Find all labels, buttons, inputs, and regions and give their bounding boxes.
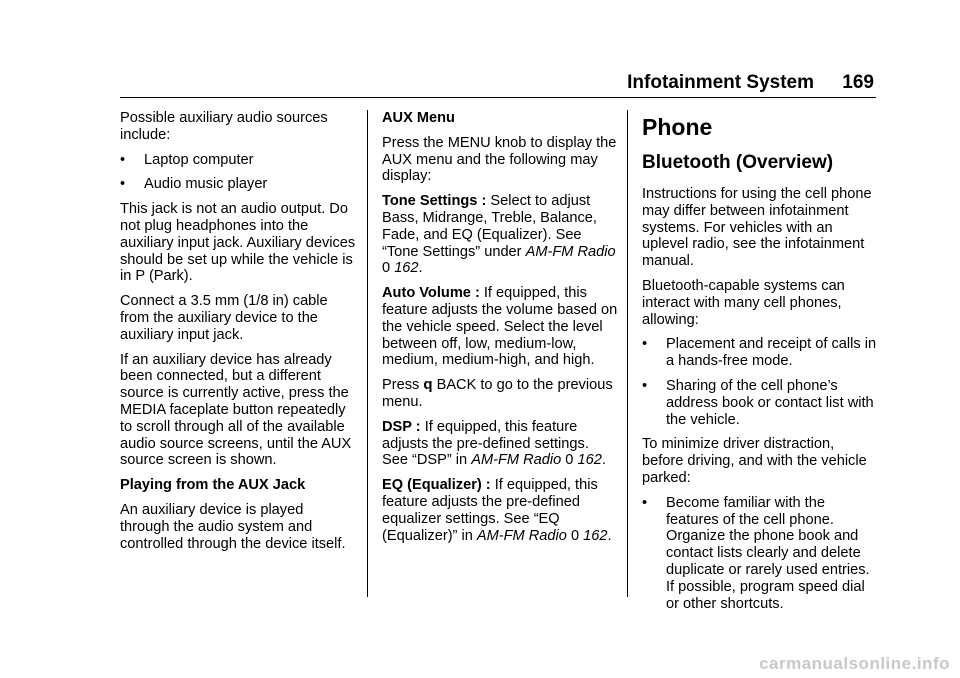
cross-reference-link[interactable]: AM-FM Radio: [525, 243, 616, 260]
section-heading: Phone: [642, 114, 713, 140]
page-header: [0, 0, 960, 100]
tone-settings-entry: Tone Settings : Select to adjust Bass, Midrange, Treble, Balance, Fade, and EQ (Equalizer). See “Tone Settings” under AM-FM Radio 0 162.: [382, 193, 616, 277]
section-title: Infotainment System: [627, 72, 814, 93]
list-item: [642, 336, 878, 370]
paragraph: Connect a 3.5 mm (1/8 in) cable from the auxiliary device to the auxiliary input jack.: [120, 293, 328, 343]
bullet-mark: •: [642, 494, 648, 511]
bullet-mark: •: [642, 377, 648, 394]
back-instruction: [382, 377, 618, 411]
paragraph: This jack is not an audio output. Do not plug headphones into the auxiliary input jack. Auxiliary devices should be set up while the vehicle is in P (Park).: [120, 201, 356, 285]
paragraph: Press the MENU knob to display the AUX menu and the following may display:: [382, 134, 617, 185]
term-label: DSP :: [382, 418, 421, 435]
paragraph: An auxiliary device is played through the audio system and controlled through the device itself.: [120, 501, 346, 552]
back-icon: q: [423, 376, 433, 394]
column-right: [642, 110, 878, 620]
list-item: [120, 176, 356, 193]
column-divider-2: [627, 110, 628, 597]
list-item-text: Laptop computer: [144, 151, 254, 168]
page-reference[interactable]: 162: [577, 452, 602, 469]
page-ref-arrow: 0: [570, 527, 580, 544]
page-ref-arrow: 0: [565, 452, 574, 469]
page-ref-arrow: 0: [382, 260, 391, 277]
bullet-mark: •: [120, 176, 126, 193]
term-label: Auto Volume :: [382, 285, 480, 302]
term-label: EQ (Equalizer) :: [382, 477, 491, 494]
list-item: [642, 378, 878, 428]
paragraph: Bluetooth-capable systems can interact with many cell phones, allowing:: [642, 277, 845, 328]
term-text: If equipped, this feature adjusts the pre-defined settings. See “DSP” in: [382, 418, 589, 469]
sub-heading: Playing from the AUX Jack: [120, 477, 306, 494]
instruction-text: Press: [382, 377, 424, 394]
column-middle: [382, 110, 618, 552]
list-item-text: Audio music player: [144, 176, 268, 193]
page-reference[interactable]: 162: [394, 260, 419, 277]
paragraph: Possible auxiliary audio sources include:: [120, 110, 328, 143]
term-text: Select to adjust Bass, Midrange, Treble, Balance, Fade, and EQ (Equalizer). See “Tone Settings” under: [382, 193, 597, 260]
term-label: Tone Settings :: [382, 193, 487, 210]
bullet-mark: •: [642, 336, 648, 353]
subsection-heading: Bluetooth (Overview): [642, 152, 834, 173]
sub-heading: AUX Menu: [382, 110, 455, 126]
term-text: If equipped, this feature adjusts the volume based on the vehicle speed. Select the level between off, low, medium-low, medium, medium-high, and high.: [382, 285, 618, 369]
list-item-text: Placement and receipt of calls in a hands-free mode.: [666, 336, 877, 370]
page-number: 169: [842, 72, 874, 93]
column-left: [120, 110, 356, 560]
page-reference[interactable]: 162: [583, 527, 608, 544]
auto-volume-entry: [382, 285, 618, 369]
watermark: carmanualsonline.info: [759, 654, 950, 673]
list-item-text: Sharing of the cell phone’s address book or contact list with the vehicle.: [666, 377, 874, 428]
paragraph: If an auxiliary device has already been connected, but a different source is currently active, press the MEDIA faceplate button repeatedly to scroll through all of the available audio source screens, until the AUX source screen is shown.: [120, 351, 352, 469]
cross-reference-link[interactable]: AM-FM Radio: [471, 452, 562, 469]
column-divider-1: [367, 110, 368, 597]
list-item: [120, 152, 356, 169]
paragraph: Instructions for using the cell phone may differ between infotainment systems. For vehicles with an uplevel radio, see the infotainment manual.: [642, 186, 872, 270]
bullet-mark: •: [120, 151, 126, 168]
list-item-text: Become familiar with the features of the cell phone. Organize the phone book and contact lists clearly and delete duplicate or rarely used entries. If possible, program speed dial or other shortcuts.: [666, 494, 870, 612]
dsp-entry: DSP : If equipped, this feature adjusts the pre-defined settings. See “DSP” in AM-FM Radio 0 162.: [382, 418, 606, 469]
cross-reference-link[interactable]: AM-FM Radio: [476, 527, 567, 544]
header-divider: [120, 97, 876, 98]
list-item: [642, 495, 878, 613]
term-text: If equipped, this feature adjusts the pre-defined equalizer settings. See “EQ (Equalizer)” in: [382, 477, 598, 544]
eq-entry: EQ (Equalizer) : If equipped, this feature adjusts the pre-defined equalizer settings. See “EQ (Equalizer)” in AM-FM Radio 0 162.: [382, 477, 612, 544]
instruction-text: BACK to go to the previous menu.: [382, 377, 613, 410]
paragraph: To minimize driver distraction, before driving, and with the vehicle parked:: [642, 436, 867, 486]
